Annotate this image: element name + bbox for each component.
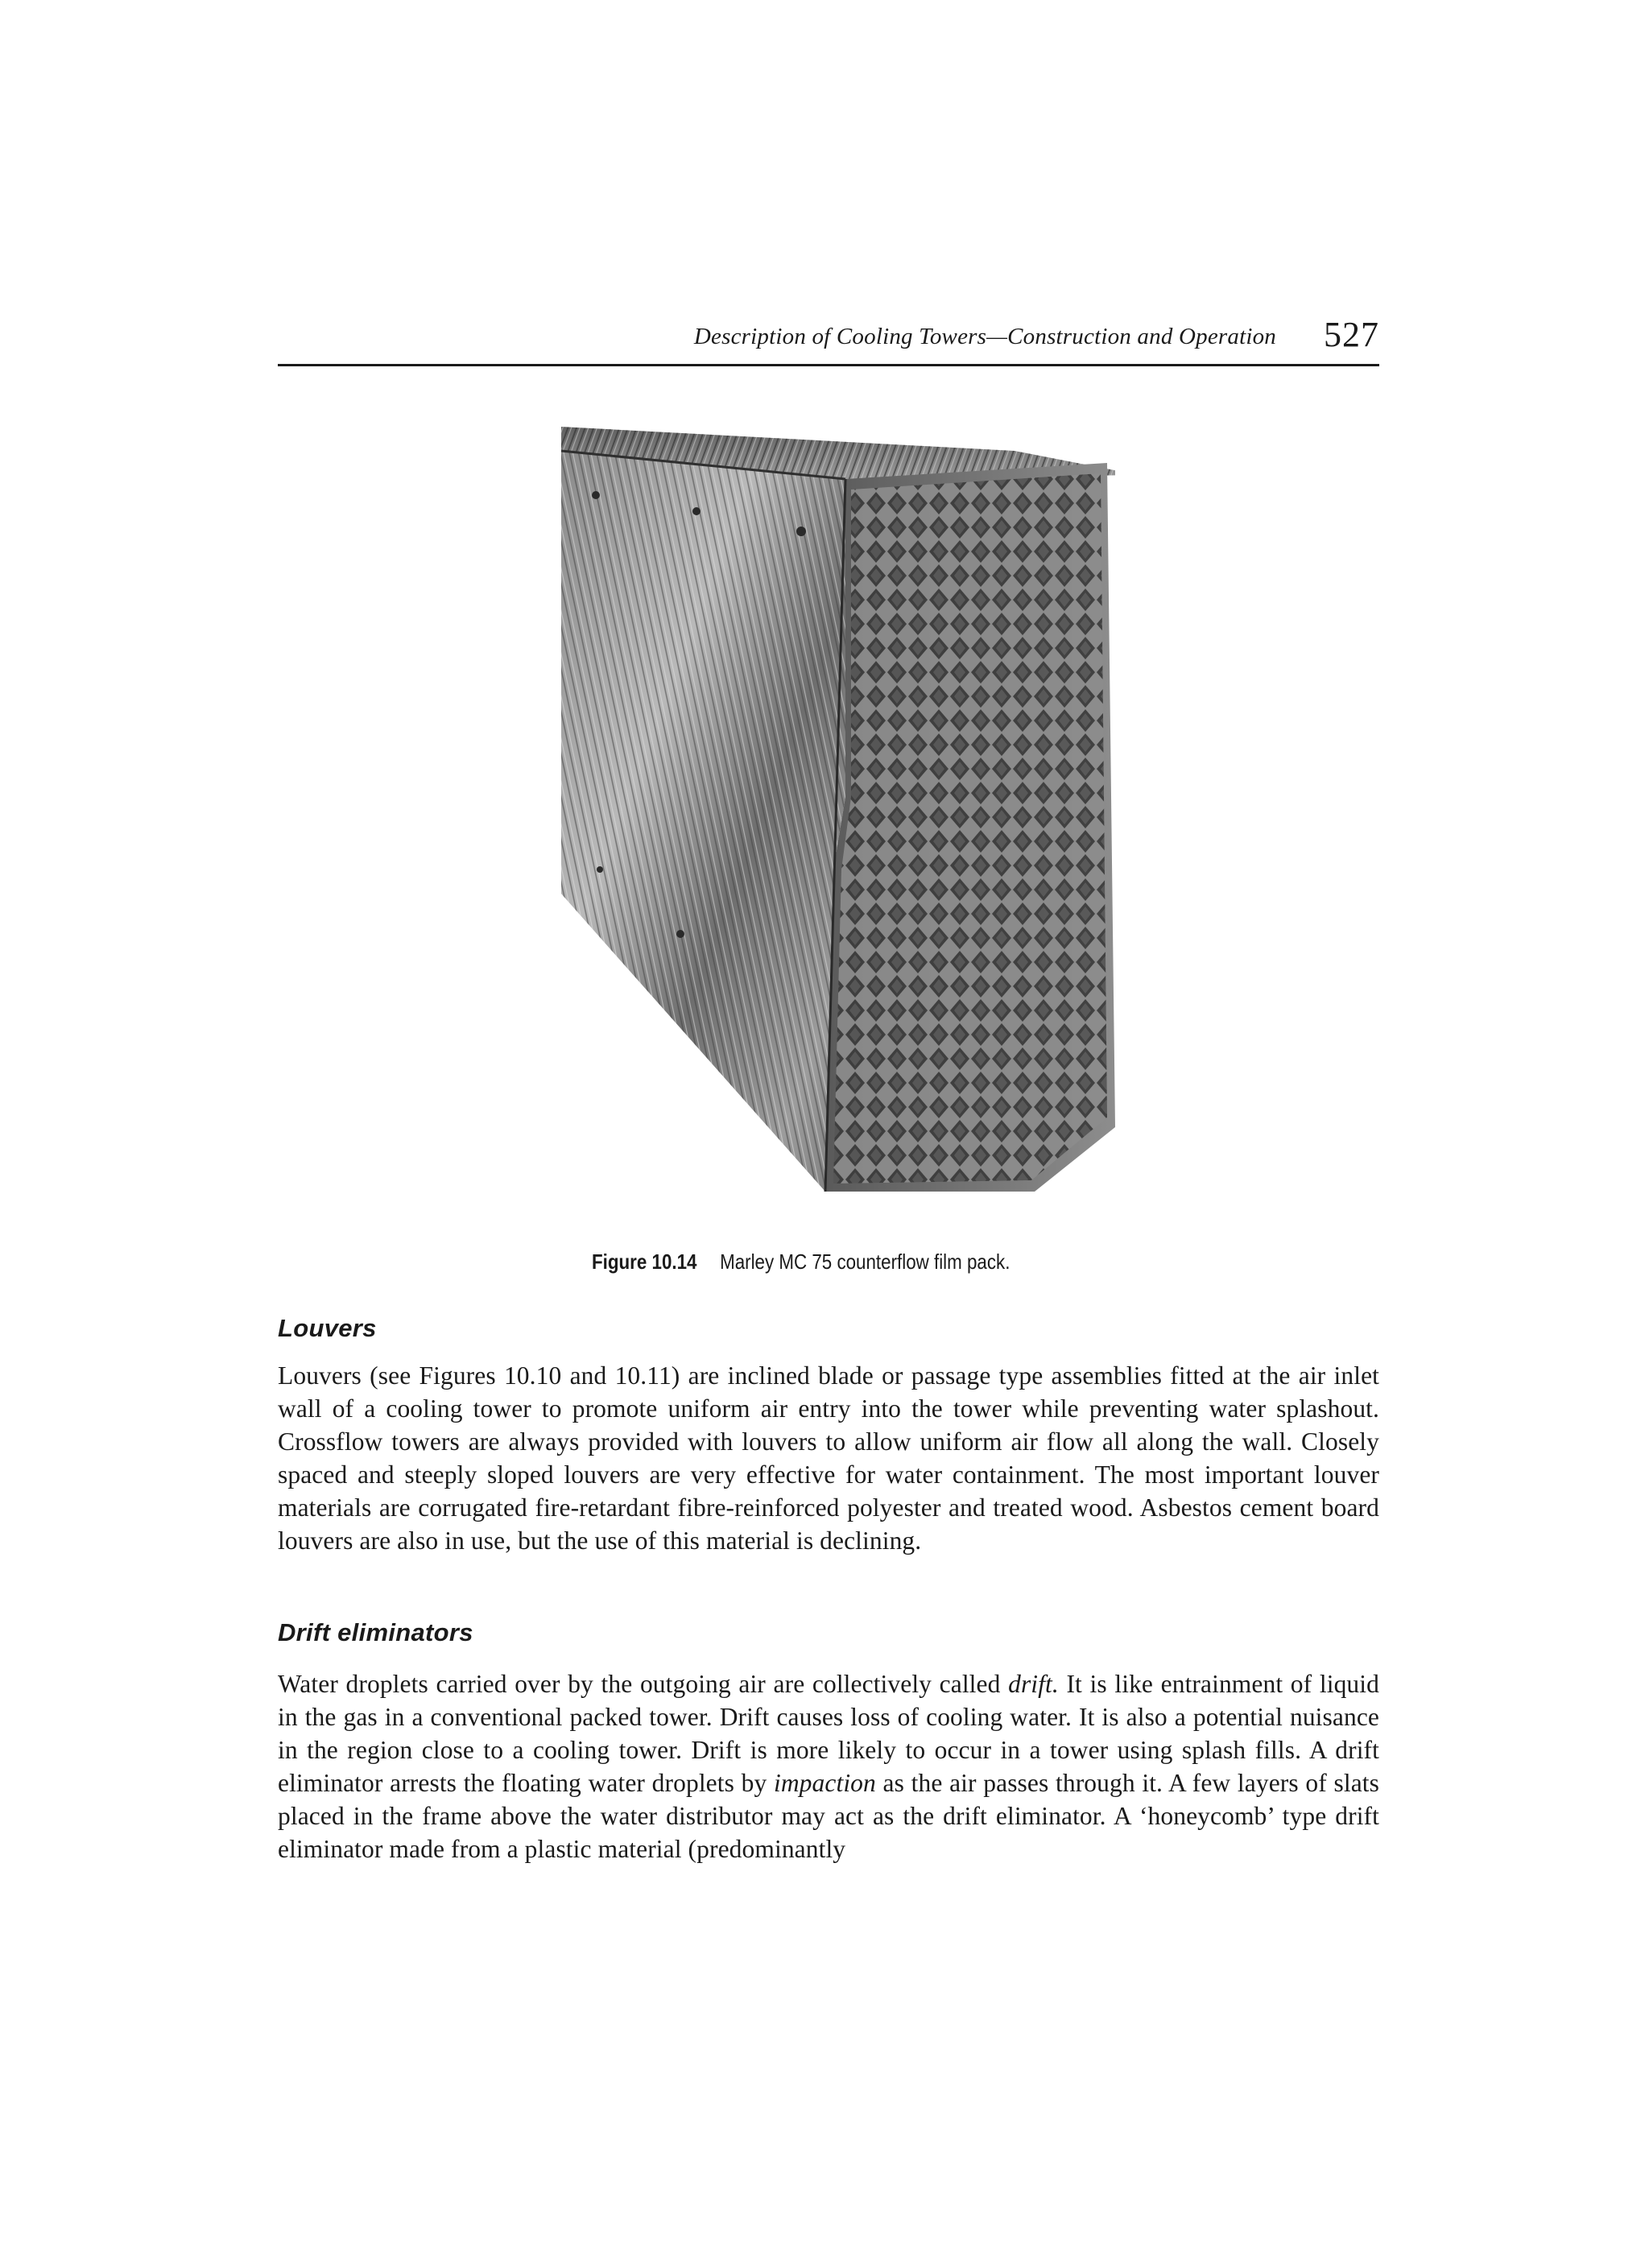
book-page	[278, 0, 1379, 2268]
pack-front-ribs	[561, 451, 845, 1192]
section-heading-drift-eliminators: Drift eliminators	[278, 1618, 473, 1646]
running-header	[278, 316, 1379, 366]
figure-caption	[592, 1250, 1010, 1274]
fastener-mark	[597, 866, 603, 873]
drift-text-part-3: as the air passes through it. A few layers of slats placed in the frame above the water distributor may act as the drift eliminator. A ‘honeycomb’ type drift eliminator made from a plastic material (predominantly	[278, 1769, 1379, 1863]
drift-text-part-2: It is like entrainment of liquid in the gas in a conventional packed tower. Drift causes loss of cooling water. It is also a potential nuisance in the region close to a cooling tower. Drift is more likely to occur in a tower using splash fills. A drift eliminator arrests the floating water droplets by	[278, 1670, 1379, 1797]
figure-caption-text: Marley MC 75 counterflow film pack.	[720, 1250, 1010, 1274]
term-drift: drift.	[1008, 1670, 1059, 1698]
pack-diamond-cells	[833, 473, 1107, 1184]
term-impaction: impaction	[773, 1769, 876, 1797]
paragraph-louvers: Louvers (see Figures 10.10 and 10.11) are inclined blade or passage type assemblies fitted at the air inlet wall of a cooling tower to promote uniform air entry into the tower while preventing water splashout. Crossflow towers are always provided with louvers to allow uniform air flow all along the wall. Closely spaced and steeply sloped louvers are very effective for water containment. The most important louver materials are corrugated fire-retardant fibre-reinforced polyester and treated wood. Asbestos cement board louvers are also in use, but the use of this material is declining.	[278, 1361, 1379, 1555]
drift-text-part-1: Water droplets carried over by the outgoing air are collectively called	[278, 1670, 1009, 1698]
paragraph-drift-eliminators	[278, 1667, 1379, 1865]
figure-label: Figure 10.14	[592, 1250, 697, 1274]
fastener-mark	[796, 527, 806, 536]
film-pack-photo	[552, 419, 1115, 1224]
section-heading-louvers: Louvers	[278, 1314, 377, 1342]
fastener-mark	[692, 507, 701, 515]
fastener-mark	[676, 930, 684, 938]
page-number: 527	[1324, 315, 1379, 354]
fastener-mark	[592, 491, 600, 499]
film-pack-illustration	[552, 419, 1115, 1224]
running-title: Description of Cooling Towers—Construction and Operation	[693, 324, 1276, 349]
